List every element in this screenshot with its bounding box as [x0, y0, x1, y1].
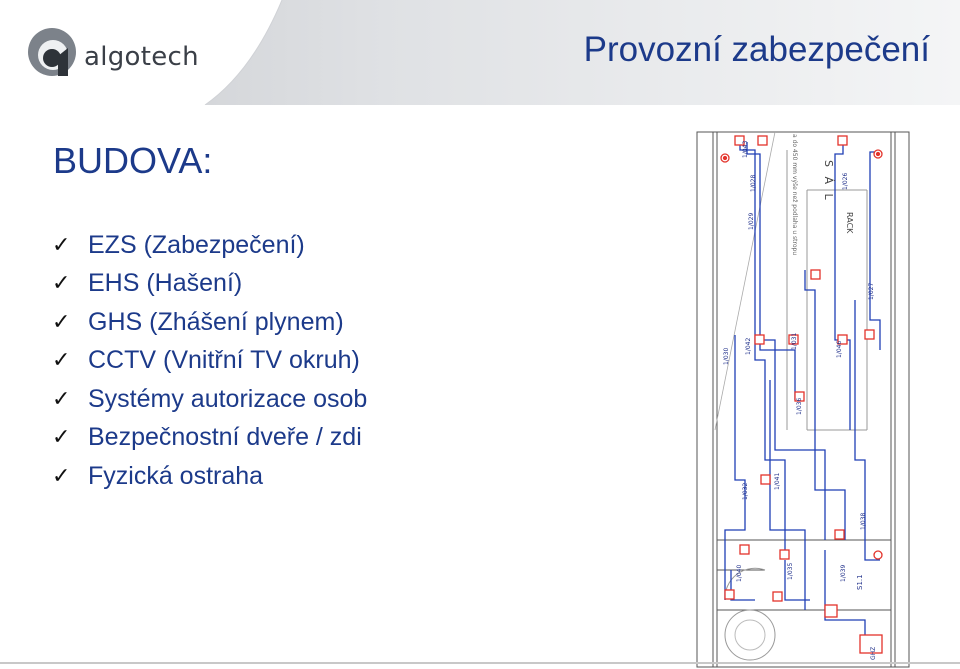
list-item-label: CCTV (Vnitřní TV okruh) [88, 346, 360, 375]
check-mark-icon: ✓ [52, 386, 71, 412]
list-item [52, 380, 367, 419]
svg-text:1/027: 1/027 [868, 282, 875, 300]
check-mark-icon: ✓ [52, 463, 71, 489]
svg-text:1/036: 1/036 [796, 397, 803, 415]
ghz-label: GHZ [870, 646, 877, 660]
section-heading: BUDOVA: [53, 140, 213, 181]
svg-text:1/031: 1/031 [791, 332, 798, 350]
footer-divider [0, 662, 960, 664]
svg-text:1/040: 1/040 [736, 564, 743, 582]
list-item-label: EZS (Zabezpečení) [88, 230, 305, 259]
list-item [52, 265, 367, 304]
svg-text:1/029: 1/029 [748, 212, 755, 230]
floor-plan [695, 130, 911, 669]
list-item-label: Bezpečnostní dveře / zdi [88, 423, 362, 452]
list-item [52, 226, 367, 265]
svg-text:1/028: 1/028 [750, 174, 757, 192]
svg-text:1/039: 1/039 [840, 564, 847, 582]
company-logo [26, 26, 199, 78]
check-mark-icon: ✓ [52, 271, 71, 297]
room-label: S Á L [822, 160, 835, 203]
s11-label: S1.1 [856, 574, 864, 590]
svg-text:1/038: 1/038 [860, 512, 867, 530]
list-item-label: Systémy autorizace osob [88, 384, 368, 413]
svg-text:1/026: 1/026 [842, 172, 849, 190]
check-list [52, 226, 367, 496]
svg-text:1/042: 1/042 [745, 337, 752, 355]
list-item-label: EHS (Hašení) [88, 269, 243, 298]
check-mark-icon: ✓ [52, 425, 71, 451]
rack-label: RACK [845, 212, 854, 234]
list-item [52, 342, 367, 381]
svg-text:1/030: 1/030 [723, 347, 730, 365]
list-item [52, 303, 367, 342]
algotech-logo-icon [26, 26, 78, 78]
slide-title: Provozní zabezpečení [583, 30, 930, 69]
check-mark-icon: ✓ [52, 348, 71, 374]
svg-text:1/043: 1/043 [742, 140, 749, 158]
list-item-label: Fyzická ostraha [88, 461, 264, 490]
svg-text:1/035: 1/035 [787, 562, 794, 580]
svg-text:1/041: 1/041 [774, 472, 781, 490]
logo-text: algotech [84, 42, 199, 72]
list-item [52, 457, 367, 496]
check-mark-icon: ✓ [52, 309, 71, 335]
list-item [52, 419, 367, 458]
note-label: a do 450 mm výše než podlaha u stropu [791, 134, 798, 256]
plan-device-labels [723, 141, 875, 582]
svg-text:1/046: 1/046 [836, 340, 843, 358]
check-mark-icon: ✓ [52, 232, 71, 258]
list-item-label: GHS (Zhášení plynem) [88, 307, 344, 336]
svg-text:1/032: 1/032 [742, 482, 749, 500]
